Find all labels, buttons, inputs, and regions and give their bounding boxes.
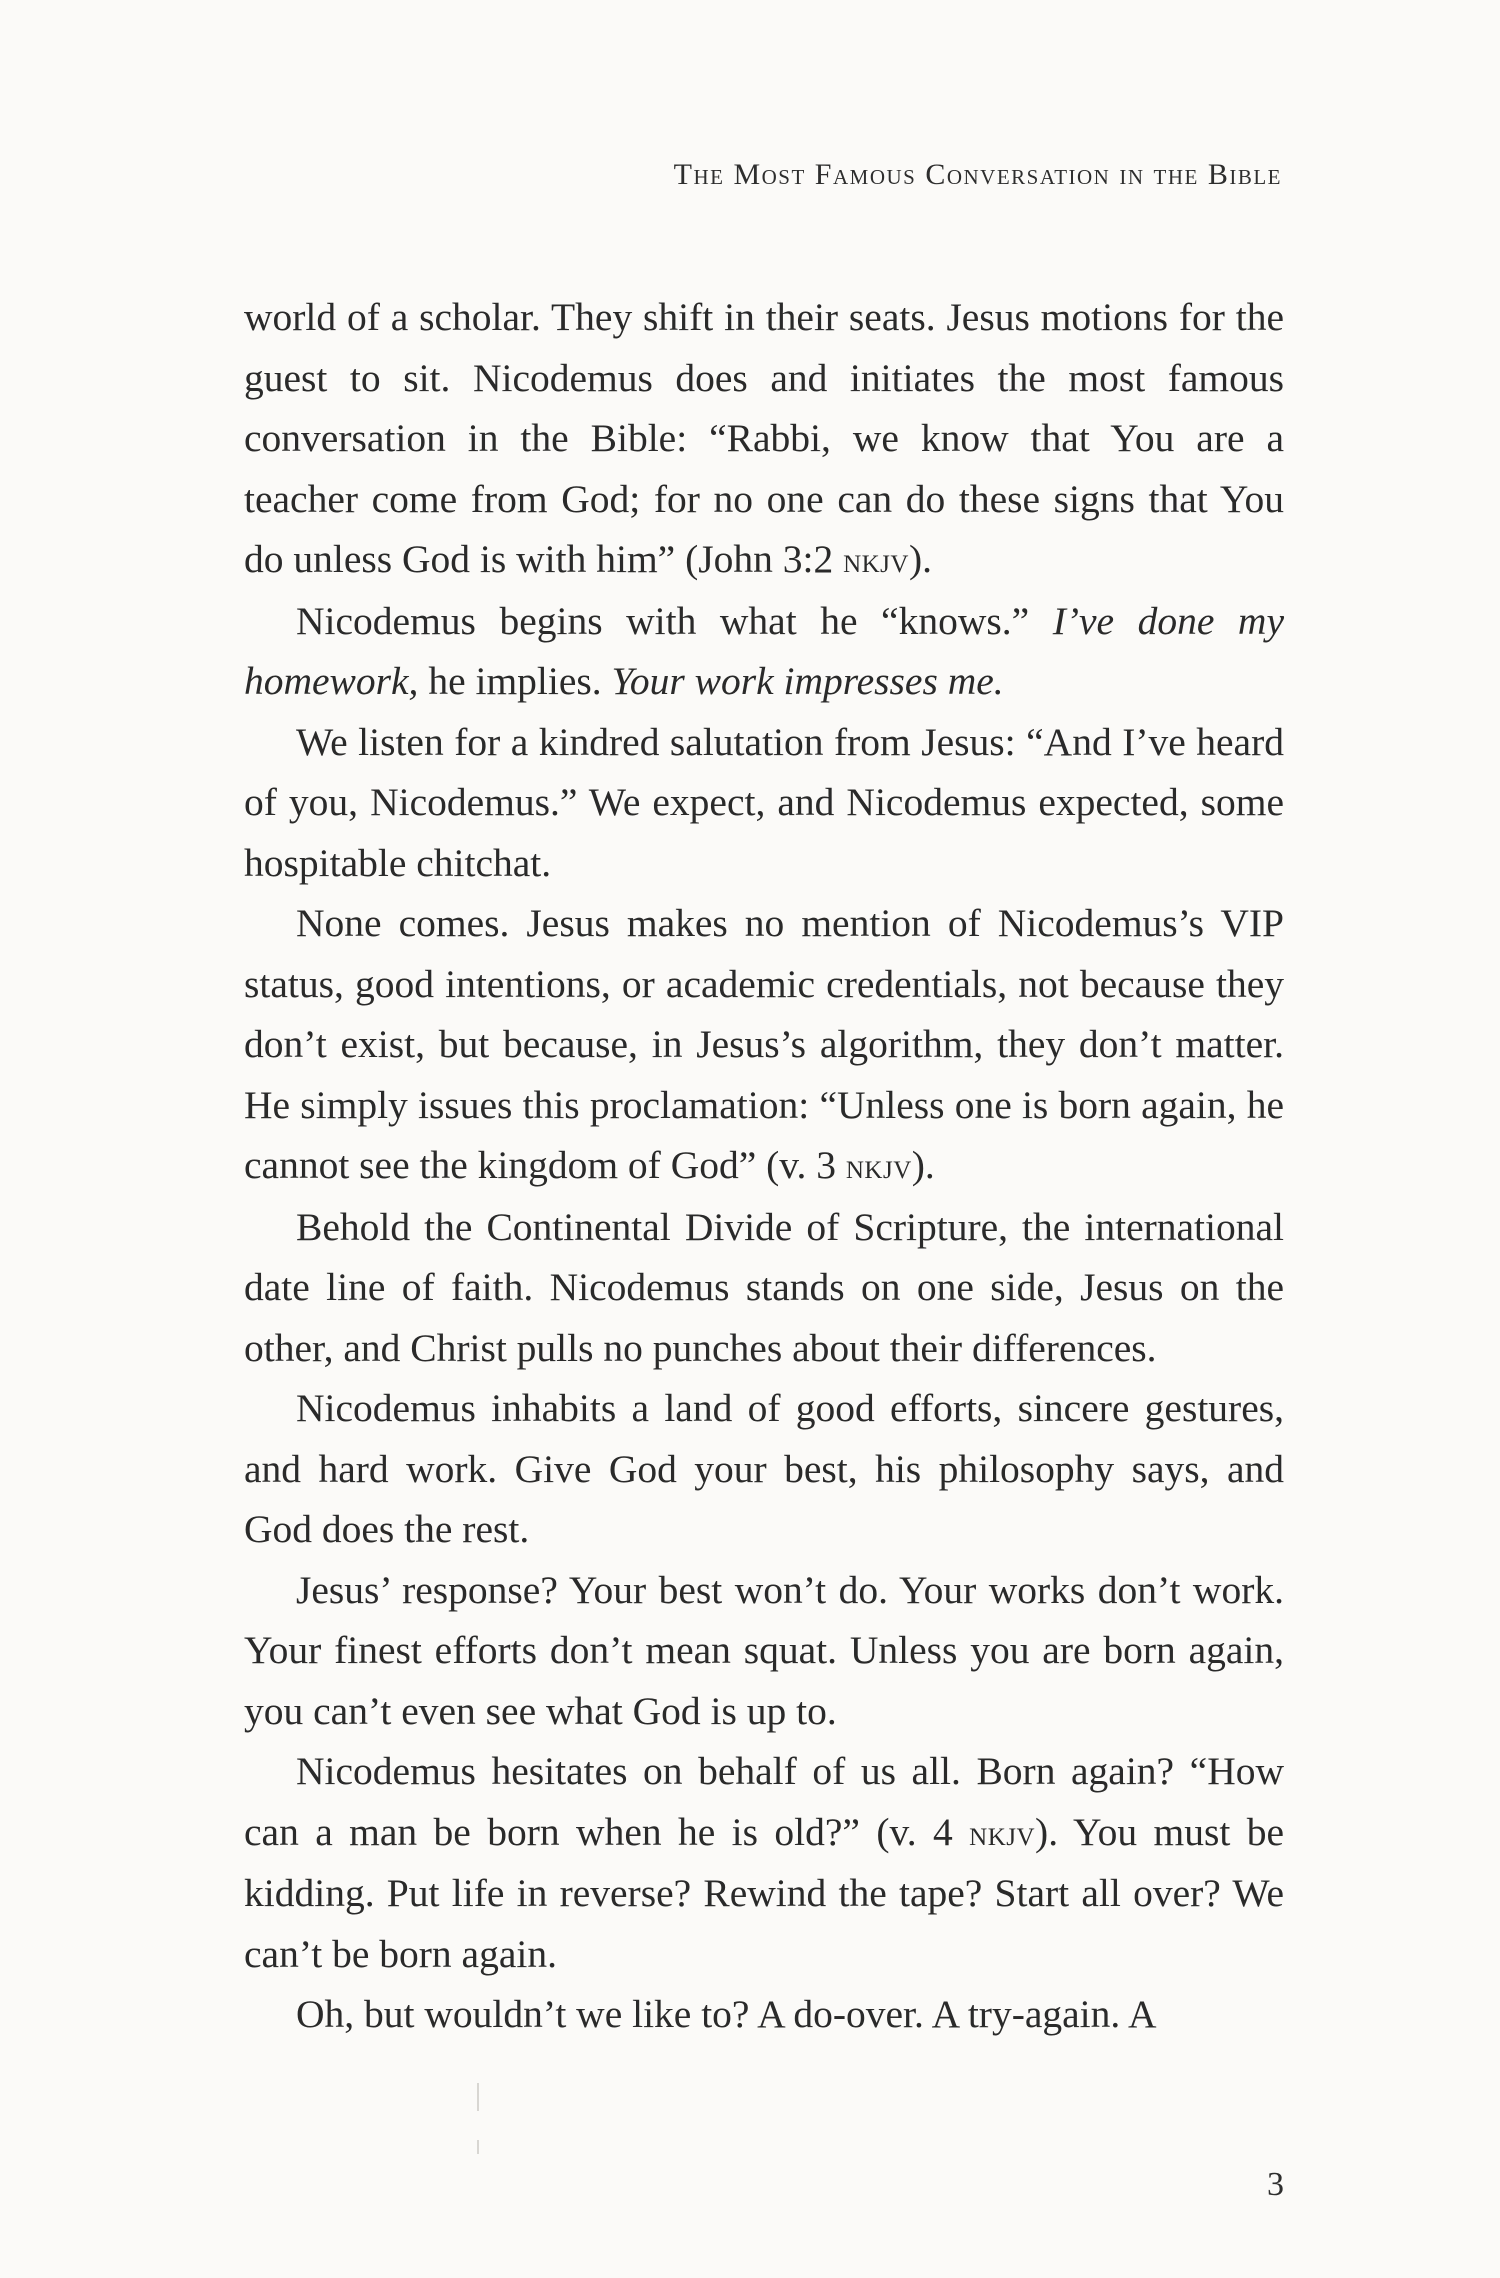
paragraph: Jesus’ response? Your best won’t do. Your works don’t work. Your finest efforts don’t mean squat. Unless you are born again, you can’t even see what God is up to.	[244, 1567, 1284, 1733]
text-span: Nicodemus hesitates on behalf of us all. Born again? “How can a man be born when he is old?” (v. 4	[244, 1749, 1284, 1854]
translation-abbrev: nkjv	[969, 1812, 1036, 1853]
text-span: Nicodemus begins with what he “knows.”	[296, 598, 1053, 643]
text-span: ).	[911, 1143, 935, 1187]
paragraph	[244, 287, 1284, 591]
italic-text: I’ve done my homework,	[244, 598, 1284, 703]
paragraph	[244, 893, 1284, 1197]
scan-artifact	[477, 2083, 479, 2111]
body-text	[244, 287, 1284, 2045]
text-span: None comes. Jesus makes no mention of Nicodemus’s VIP status, good intentions, or academic credentials, not because they don’t exist, but because, in Jesus’s algorithm, they don’t matter. He simply issues this proclamation: “Unless one is born again, he cannot see the kingdom of God” (v. 3	[244, 901, 1284, 1187]
paragraph	[244, 591, 1284, 712]
paragraph: Nicodemus inhabits a land of good efforts, sincere gestures, and hard work. Give God your best, his philosophy says, and God does the rest.	[244, 1386, 1284, 1551]
paragraph: We listen for a kindred salutation from Jesus: “And I’ve heard of you, Nicodemus.” We expect, and Nicodemus expected, some hospitable chitchat.	[244, 719, 1284, 885]
text-span: he implies.	[418, 659, 612, 703]
paragraph	[244, 1741, 1284, 1984]
scan-artifact	[477, 2140, 479, 2154]
translation-abbrev: nkjv	[843, 540, 909, 580]
paragraph: Oh, but wouldn’t we like to? A do-over. A try-again. A	[296, 1992, 1157, 2036]
text-span: ).	[908, 537, 933, 581]
running-head: The Most Famous Conversation in the Bible	[673, 158, 1282, 191]
paragraph: Behold the Continental Divide of Scripture, the international date line of faith. Nicodemus stands on one side, Jesus on the other, and Christ pulls no punches about their differences.	[244, 1204, 1284, 1370]
text-span: ). You must be kidding. Put life in reverse? Rewind the tape? Start all over? We can’t be born again.	[244, 1809, 1284, 1976]
page-number: 3	[1267, 2166, 1284, 2203]
translation-abbrev: nkjv	[845, 1146, 912, 1186]
italic-text: Your work impresses me.	[611, 659, 1004, 703]
text-span: world of a scholar. They shift in their seats. Jesus motions for the guest to sit. Nicodemus does and initiates the most famous conversation in the Bible: “Rabbi, we know that You are a teacher come from God; for no one can do these signs that You do unless God is with him” (John 3:2	[244, 295, 1284, 581]
